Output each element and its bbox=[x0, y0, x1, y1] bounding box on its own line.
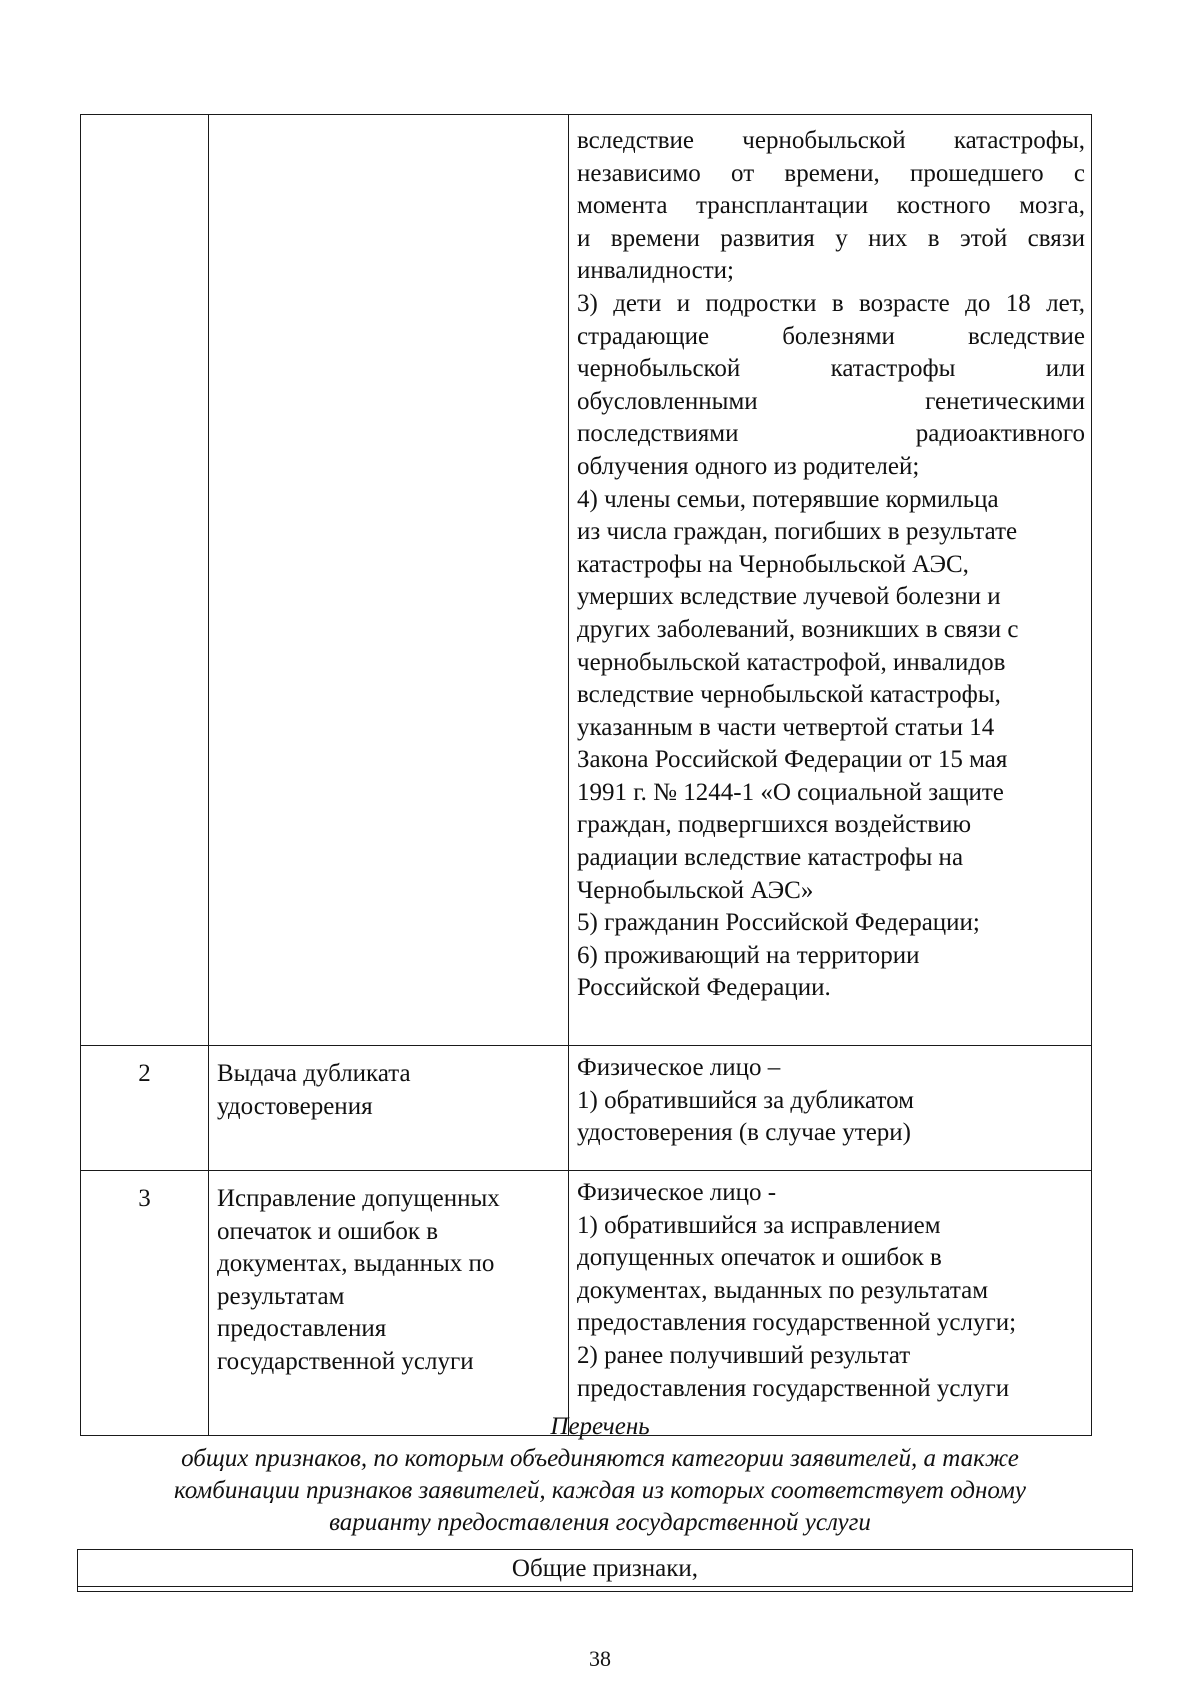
applicant-text-line: Физическое лицо – bbox=[577, 1054, 781, 1081]
applicant-text-line: последствиями радиоактивного bbox=[577, 420, 1085, 448]
row-number-cell: 3 bbox=[81, 1171, 209, 1436]
applicant-text-line: 6) проживающий на территории bbox=[577, 941, 920, 969]
applicant-text-line: и времени развития у них в этой связи bbox=[577, 224, 1085, 252]
applicant-text-line: катастрофы на Чернобыльской АЭС, bbox=[577, 550, 969, 578]
applicant-text-line: Российской Федерации. bbox=[577, 974, 831, 1002]
table-divider bbox=[78, 1586, 1132, 1587]
applicant-text-line: облучения одного из родителей; bbox=[577, 452, 920, 480]
service-text-line: результатам bbox=[217, 1282, 345, 1310]
applicant-text-line: 3) дети и подростки в возрасте до 18 лет, bbox=[577, 289, 1085, 317]
applicant-text-line: 5) гражданин Российской Федерации; bbox=[577, 909, 980, 937]
applicant-text-line: 1) обратившийся за исправлением bbox=[577, 1211, 941, 1239]
list-heading-line: варианту предоставления государственной услуги bbox=[329, 1509, 871, 1536]
row-number-cell: 2 bbox=[81, 1046, 209, 1171]
applicant-text-line: умерших вследствие лучевой болезни и bbox=[577, 583, 1001, 611]
services-table bbox=[80, 114, 1092, 1436]
service-text-line: Исправление допущенных bbox=[217, 1185, 500, 1212]
applicant-text-line: 1) обратившийся за дубликатом bbox=[577, 1086, 914, 1114]
applicant-text-line: вследствие чернобыльской катастрофы, bbox=[577, 681, 1001, 709]
applicant-text-line: инвалидности; bbox=[577, 257, 734, 285]
applicant-cell bbox=[569, 1171, 1092, 1436]
common-signs-table-header bbox=[77, 1549, 1133, 1592]
applicant-text-line: Чернобыльской АЭС» bbox=[577, 876, 814, 904]
service-cell bbox=[209, 1046, 569, 1171]
page-number: 38 bbox=[589, 1646, 611, 1671]
table-row bbox=[81, 1171, 1092, 1436]
service-text-line: документах, выданных по bbox=[217, 1250, 495, 1278]
applicant-cell bbox=[569, 115, 1092, 1046]
service-text-line: государственной услуги bbox=[217, 1347, 474, 1375]
applicant-text-line: удостоверения (в случае утери) bbox=[577, 1119, 912, 1147]
applicant-text-line: страдающие болезнями вследствие bbox=[577, 322, 1085, 350]
service-cell bbox=[209, 115, 569, 1046]
applicant-text-line: 2) ранее получивший результат bbox=[577, 1341, 911, 1369]
applicant-text-line: вследствие чернобыльской катастрофы, bbox=[577, 127, 1085, 154]
applicant-text-line: Закона Российской Федерации от 15 мая bbox=[577, 746, 1008, 774]
applicant-text-line: граждан, подвергшихся воздействию bbox=[577, 811, 972, 839]
service-text-line: Выдача дубликата bbox=[217, 1060, 411, 1087]
applicant-text-line: из числа граждан, погибших в результате bbox=[577, 518, 1018, 546]
applicant-text-line: допущенных опечаток и ошибок в bbox=[577, 1244, 942, 1272]
applicant-text bbox=[577, 125, 1085, 1005]
applicant-text-line: чернобыльской катастрофой, инвалидов bbox=[577, 648, 1006, 676]
table-row bbox=[81, 115, 1092, 1046]
applicant-text-line: других заболеваний, возникших в связи с bbox=[577, 615, 1019, 643]
applicant-text-line: момента трансплантации костного мозга, bbox=[577, 192, 1085, 220]
list-heading-line: комбинации признаков заявителей, каждая из которых соответствует одному bbox=[174, 1477, 1026, 1504]
applicant-text-line: указанным в части четвертой статьи 14 bbox=[577, 713, 995, 741]
applicant-text-line: документах, выданных по результатам bbox=[577, 1276, 989, 1304]
applicant-text-line: радиации вследствие катастрофы на bbox=[577, 844, 964, 872]
list-heading-title: Перечень bbox=[550, 1413, 650, 1440]
applicant-text-line: обусловленными генетическими bbox=[577, 387, 1085, 415]
applicant-text-line: 4) члены семьи, потерявшие кормильца bbox=[577, 485, 999, 513]
applicant-text-line: чернобыльской катастрофы или bbox=[577, 355, 1085, 383]
applicant-text-line: предоставления государственной услуги; bbox=[577, 1309, 1017, 1337]
applicant-text-line: предоставления государственной услуги bbox=[577, 1374, 1010, 1402]
service-text-line: удостоверения bbox=[217, 1092, 373, 1120]
service-text-line: предоставления bbox=[217, 1315, 387, 1343]
service-cell bbox=[209, 1171, 569, 1436]
applicant-text-line: независимо от времени, прошедшего с bbox=[577, 159, 1085, 187]
list-heading-line: общих признаков, по которым объединяются категории заявителей, а также bbox=[181, 1445, 1019, 1472]
table-row bbox=[81, 1046, 1092, 1171]
row-number-cell bbox=[81, 115, 209, 1046]
service-text-line: опечаток и ошибок в bbox=[217, 1217, 439, 1245]
applicant-text-line: Физическое лицо - bbox=[577, 1179, 777, 1206]
applicant-text-line: 1991 г. № 1244-1 «О социальной защите bbox=[577, 778, 1004, 806]
applicant-cell bbox=[569, 1046, 1092, 1171]
common-signs-label: Общие признаки, bbox=[511, 1555, 699, 1582]
